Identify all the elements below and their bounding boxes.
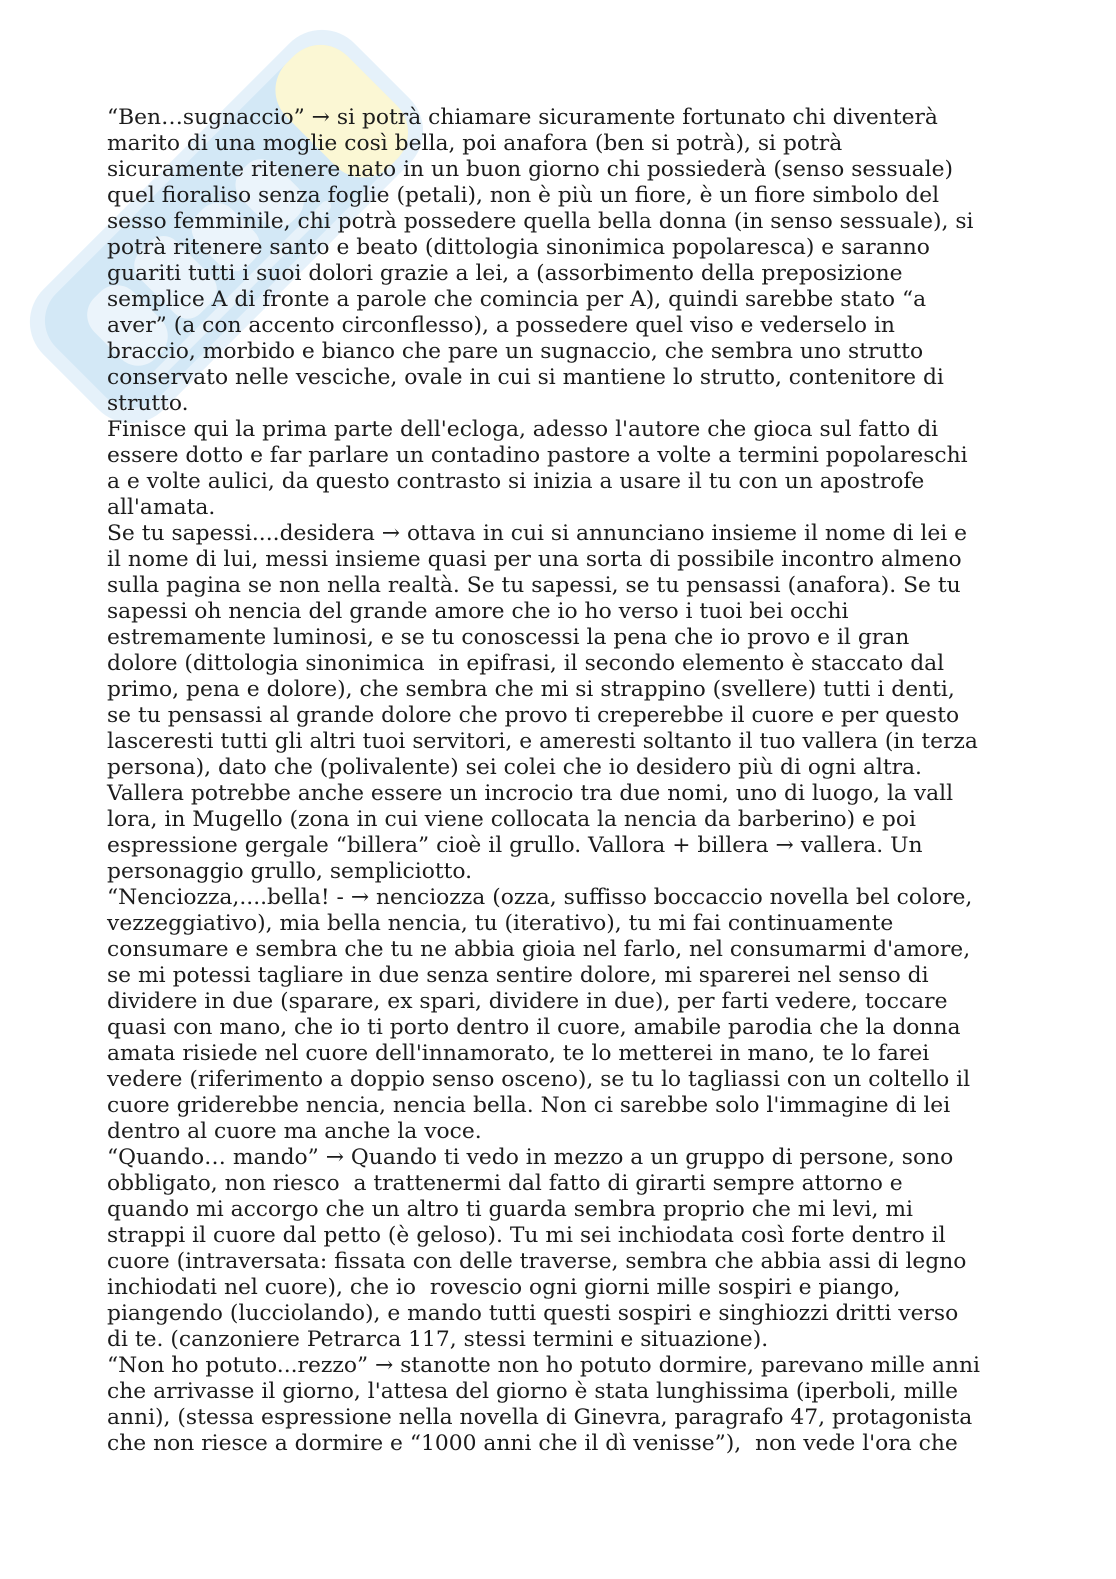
text-line: “Ben…sugnaccio” → si potrà chiamare sicuramente fortunato chi diventerà <box>107 105 938 130</box>
text-line: piangendo (lucciolando), e mando tutti questi sospiri e singhiozzi dritti verso <box>107 1301 959 1326</box>
text-line: sulla pagina se non nella realtà. Se tu sapessi, se tu pensassi (anafora). Se tu <box>107 573 961 598</box>
text-line: obbligato, non riesco a trattenermi dal fatto di girarti sempre attorno e <box>107 1171 903 1196</box>
text-line: conservato nelle vesciche, ovale in cui si mantiene lo strutto, contenitore di <box>107 365 944 390</box>
text-line: “Non ho potuto...rezzo” → stanotte non ho potuto dormire, parevano mille anni <box>107 1353 981 1378</box>
paragraph <box>107 521 980 781</box>
text-line: quasi con mano, che io ti porto dentro il cuore, amabile parodia che la donna <box>107 1015 961 1040</box>
text-line: a e volte aulici, da questo contrasto si inizia a usare il tu con un apostrofe <box>107 469 925 494</box>
text-line: lora, in Mugello (zona in cui viene collocata la nencia da barberino) e poi <box>107 807 916 832</box>
text-line: Finisce qui la prima parte dell'ecloga, adesso l'autore che gioca sul fatto di <box>107 417 939 442</box>
text-line: consumare e sembra che tu ne abbia gioia nel farlo, nel consumarmi d'amore, <box>107 937 971 962</box>
text-line: cuore (intraversata: fissata con delle traverse, sembra che abbia assi di legno <box>107 1249 967 1274</box>
paragraph <box>107 781 980 885</box>
text-line: braccio, morbido e bianco che pare un sugnaccio, che sembra uno strutto <box>107 339 924 364</box>
text-line: guariti tutti i suoi dolori grazie a lei, a (assorbimento della preposizione <box>107 261 903 286</box>
text-line: quel fioraliso senza foglie (petali), non è più un fiore, è un fiore simbolo del <box>107 183 940 208</box>
text-line: il nome di lui, messi insieme quasi per una sorta di possibile incontro almeno <box>107 547 962 572</box>
text-line: se mi potessi tagliare in due senza sentire dolore, mi sparerei nel senso di <box>107 963 929 988</box>
text-line: sicuramente ritenere nato in un buon giorno chi possiederà (senso sessuale) <box>107 157 954 182</box>
text-line: lasceresti tutti gli altri tuoi servitori, e ameresti soltanto il tuo vallera (in terza <box>107 729 978 754</box>
text-line: quando mi accorgo che un altro ti guarda sembra proprio che mi levi, mi <box>107 1197 914 1222</box>
text-line: se tu pensassi al grande dolore che provo ti creperebbe il cuore e per questo <box>107 703 960 728</box>
paragraph <box>107 417 980 521</box>
text-line: dolore (dittologia sinonimica in epifrasi, il secondo elemento è staccato dal <box>107 651 945 676</box>
text-line: sapessi oh nencia del grande amore che io ho verso i tuoi bei occhi <box>107 599 849 624</box>
text-line: inchiodati nel cuore), che io rovescio ogni giorni mille sospiri e piango, <box>107 1275 901 1300</box>
text-line: all'amata. <box>107 495 216 520</box>
text-line: di te. (canzoniere Petrarca 117, stessi termini e situazione). <box>107 1327 769 1352</box>
text-line: Vallera potrebbe anche essere un incrocio tra due nomi, uno di luogo, la vall <box>107 781 954 806</box>
text-line: marito di una moglie così bella, poi anafora (ben si potrà), si potrà <box>107 131 843 156</box>
paragraph <box>107 885 980 1145</box>
text-line: “Nenciozza,....bella! - → nenciozza (ozza, suffisso boccaccio novella bel colore, <box>107 885 973 910</box>
text-line: che arrivasse il giorno, l'attesa del giorno è stata lunghissima (iperboli, mille <box>107 1379 959 1404</box>
text-line: espressione gergale “billera” cioè il grullo. Vallora + billera → vallera. Un <box>107 833 923 858</box>
text-line: amata risiede nel cuore dell'innamorato, te lo metterei in mano, te lo farei <box>107 1041 930 1066</box>
text-line: dentro al cuore ma anche la voce. <box>107 1119 482 1144</box>
text-line: strutto. <box>107 391 189 416</box>
document-body <box>107 105 980 1457</box>
text-line: dividere in due (sparare, ex spari, dividere in due), per farti vedere, toccare <box>107 989 948 1014</box>
text-line: primo, pena e dolore), che sembra che mi si strappino (svellere) tutti i denti, <box>107 677 955 702</box>
text-line: vezzeggiativo), mia bella nencia, tu (iterativo), tu mi fai continuamente <box>107 911 894 936</box>
text-line: sesso femminile, chi potrà possedere quella bella donna (in senso sessuale), si <box>107 209 974 234</box>
text-line: aver” (a con accento circonflesso), a possedere quel viso e vederselo in <box>107 313 895 338</box>
text-line: anni), (stessa espressione nella novella di Ginevra, paragrafo 47, protagonista <box>107 1405 973 1430</box>
text-line: Se tu sapessi....desidera → ottava in cui si annunciano insieme il nome di lei e <box>107 521 968 546</box>
text-line: potrà ritenere santo e beato (dittologia sinonimica popolaresca) e saranno <box>107 235 930 260</box>
text-line: che non riesce a dormire e “1000 anni che il dì venisse”), non vede l'ora che <box>107 1431 958 1456</box>
text-line: vedere (riferimento a doppio senso osceno), se tu lo tagliassi con un coltello il <box>107 1067 971 1092</box>
text-line: cuore griderebbe nencia, nencia bella. Non ci sarebbe solo l'immagine di lei <box>107 1093 951 1118</box>
paragraph <box>107 105 980 417</box>
text-line: persona), dato che (polivalente) sei colei che io desidero più di ogni altra. <box>107 755 922 780</box>
text-line: personaggio grullo, sempliciotto. <box>107 859 473 884</box>
paragraph <box>107 1145 980 1353</box>
text-line: essere dotto e far parlare un contadino pastore a volte a termini popolareschi <box>107 443 968 468</box>
text-line: strappi il cuore dal petto (è geloso). Tu mi sei inchiodata così forte dentro il <box>107 1223 946 1248</box>
text-line: “Quando… mando” → Quando ti vedo in mezzo a un gruppo di persone, sono <box>107 1145 954 1170</box>
text-line: estremamente luminosi, e se tu conoscessi la pena che io provo e il gran <box>107 625 910 650</box>
paragraph <box>107 1353 980 1457</box>
text-line: semplice A di fronte a parole che comincia per A), quindi sarebbe stato “a <box>107 287 927 312</box>
